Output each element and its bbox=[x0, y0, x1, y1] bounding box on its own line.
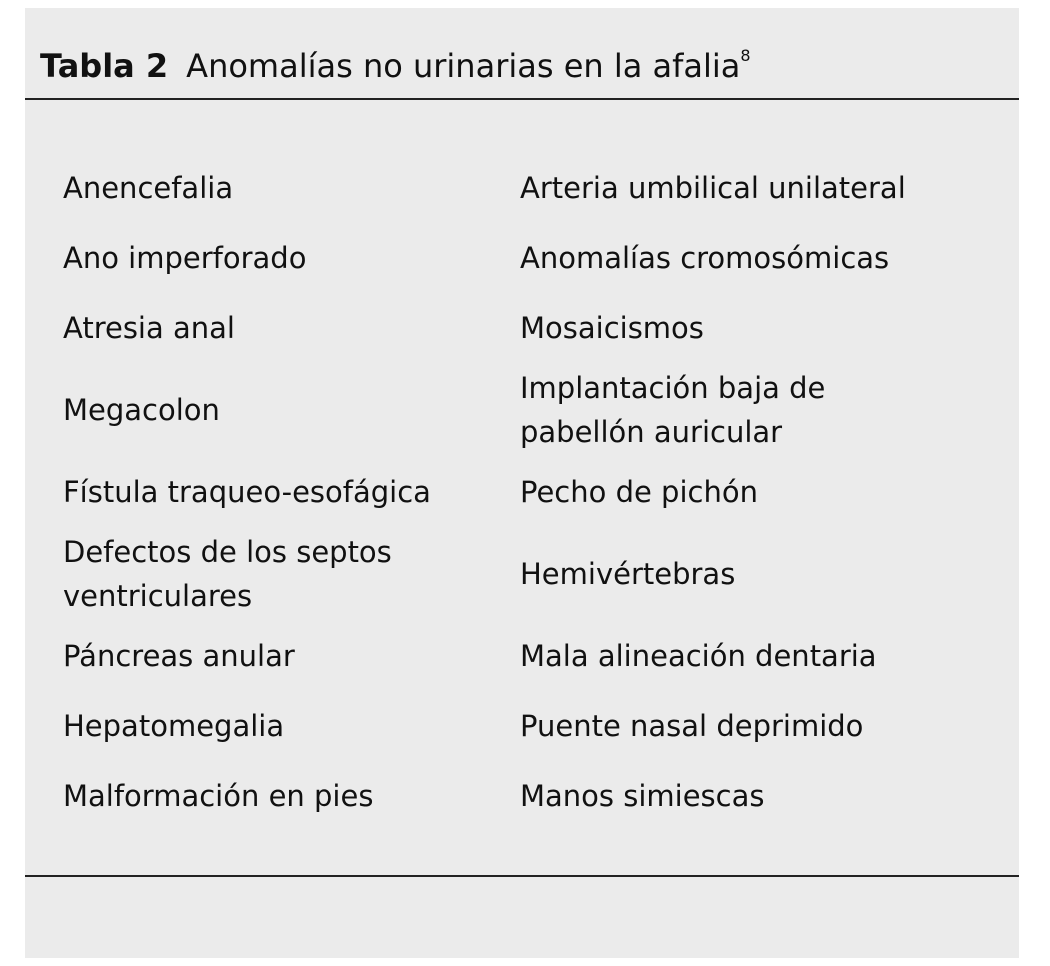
table-reference: 8 bbox=[740, 46, 751, 65]
table-cell: Fístula traqueo-esofágica bbox=[63, 475, 431, 509]
table-footer-divider bbox=[25, 875, 1019, 877]
table-cell: Ano imperforado bbox=[63, 241, 307, 275]
table-cell: Implantación baja de pabellón auricular bbox=[520, 371, 826, 449]
table-title: Anomalías no urinarias en la afalia bbox=[186, 47, 741, 85]
header-divider bbox=[25, 98, 1019, 100]
table-panel bbox=[25, 8, 1019, 958]
table-cell: Manos simiescas bbox=[520, 779, 765, 813]
table-cell: Anomalías cromosómicas bbox=[520, 241, 890, 275]
table-cell: Páncreas anular bbox=[63, 639, 295, 673]
table-row bbox=[63, 223, 1013, 293]
table-cell: Mala alineación dentaria bbox=[520, 639, 877, 673]
table-row bbox=[63, 293, 1013, 363]
table-cell: Anencefalia bbox=[63, 171, 234, 205]
table-body bbox=[63, 153, 1013, 831]
table-cell: Hemivértebras bbox=[520, 557, 736, 591]
table-row bbox=[63, 621, 1013, 691]
table-row bbox=[63, 691, 1013, 761]
table-cell: Hepatomegalia bbox=[63, 709, 285, 743]
table-cell: Mosaicismos bbox=[520, 311, 704, 345]
table-cell: Malformación en pies bbox=[63, 779, 374, 813]
table-header bbox=[40, 46, 751, 92]
table-row bbox=[63, 457, 1013, 527]
table-cell: Arteria umbilical unilateral bbox=[520, 171, 906, 205]
table-cell: Atresia anal bbox=[63, 311, 235, 345]
table-row bbox=[63, 527, 1013, 621]
table-cell: Defectos de los septos ventriculares bbox=[63, 535, 392, 613]
table-cell: Puente nasal deprimido bbox=[520, 709, 864, 743]
table-row bbox=[63, 363, 1013, 457]
table-cell: Megacolon bbox=[63, 393, 220, 427]
table-label: Tabla 2 bbox=[40, 47, 169, 85]
table-row bbox=[63, 153, 1013, 223]
table-cell: Pecho de pichón bbox=[520, 475, 758, 509]
table-row bbox=[63, 761, 1013, 831]
